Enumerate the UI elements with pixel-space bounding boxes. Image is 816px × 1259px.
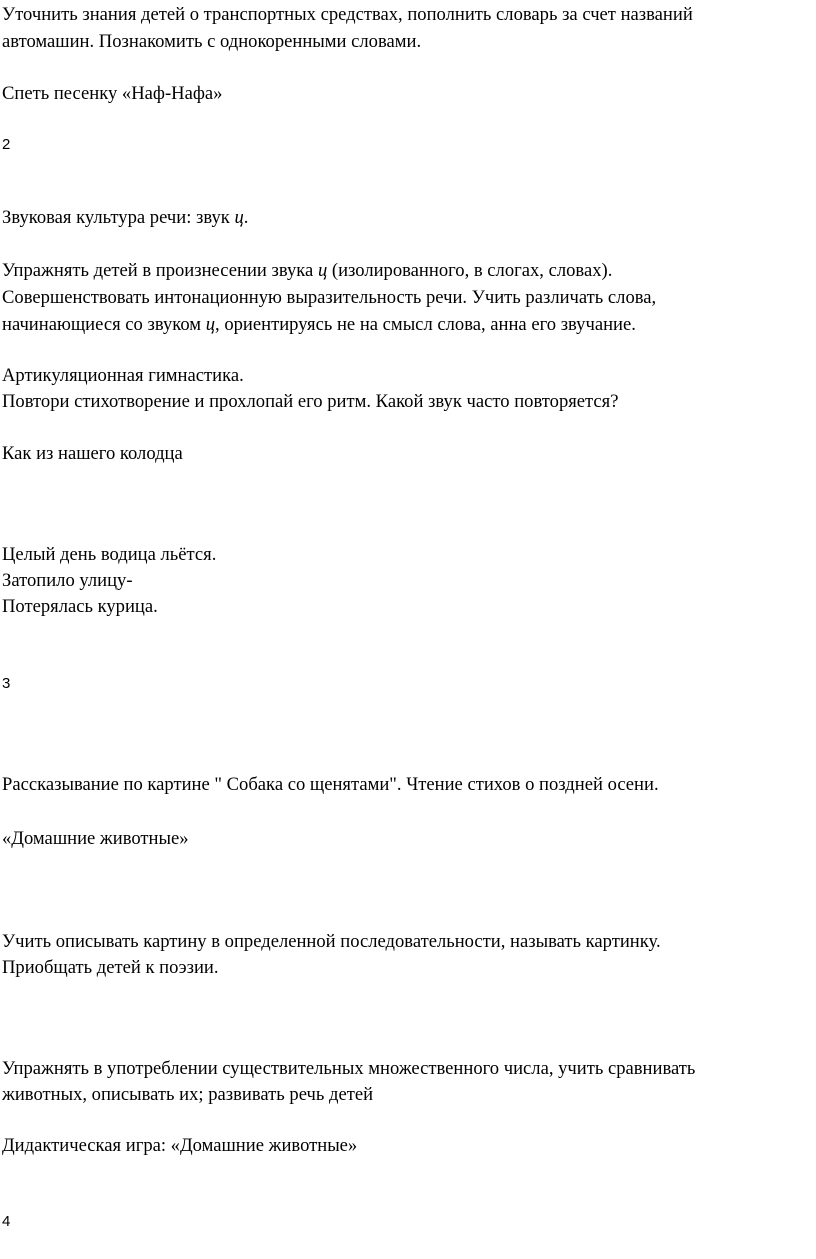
text-line: животных, описывать их; развивать речь детей	[2, 1084, 374, 1105]
page-number: 2	[2, 136, 11, 153]
topic-line: «Домашние животные»	[2, 828, 189, 849]
sound-letter: ц	[205, 314, 216, 335]
lesson-title: Рассказывание по картине " Собака со щенятами". Чтение стихов о поздней осени.	[2, 774, 659, 795]
text-fragment: начинающиеся со звуком	[2, 314, 206, 335]
title-prefix: Звуковая культура речи: звук	[2, 207, 235, 228]
text-line: автомашин. Познакомить с однокоренными словами.	[2, 31, 422, 52]
poem-line: Потерялась курица.	[2, 596, 158, 617]
text-line: Уточнить знания детей о транспортных средствах, пополнить словарь за счет названий	[2, 4, 693, 25]
page-number: 4	[2, 1213, 11, 1230]
text-line: Упражнять в употреблении существительных множественного числа, учить сравнивать	[2, 1058, 696, 1079]
text-line	[2, 259, 612, 283]
text-line: Совершенствовать интонационную выразительность речи. Учить различать слова,	[2, 287, 657, 308]
text-line: Учить описывать картину в определенной последовательности, называть картинку.	[2, 931, 661, 952]
poem-line: Целый день водица льётся.	[2, 544, 217, 565]
poem-line: Затопило улицу-	[2, 570, 133, 591]
text-line: Приобщать детей к поэзии.	[2, 957, 219, 978]
song-line: Спеть песенку «Наф-Нафа»	[2, 83, 223, 104]
sound-letter: ц	[317, 260, 328, 281]
page-number: 3	[2, 675, 11, 692]
text-line	[2, 313, 636, 337]
text-line: Повтори стихотворение и прохлопай его ритм. Какой звук часто повторяется?	[2, 391, 619, 412]
title-suffix: .	[243, 207, 249, 228]
text-fragment: (изолированного, в слогах, словах).	[327, 260, 613, 281]
lesson-title	[2, 206, 248, 230]
sound-letter: ц	[234, 207, 244, 228]
text-line: Артикуляционная гимнастика.	[2, 365, 244, 386]
text-fragment: Упражнять детей в произнесении звука	[2, 260, 318, 281]
poem-line: Как из нашего колодца	[2, 443, 183, 464]
text-line: Дидактическая игра: «Домашние животные»	[2, 1135, 358, 1156]
text-fragment: , ориентируясь не на смысл слова, анна его звучание.	[215, 314, 636, 335]
